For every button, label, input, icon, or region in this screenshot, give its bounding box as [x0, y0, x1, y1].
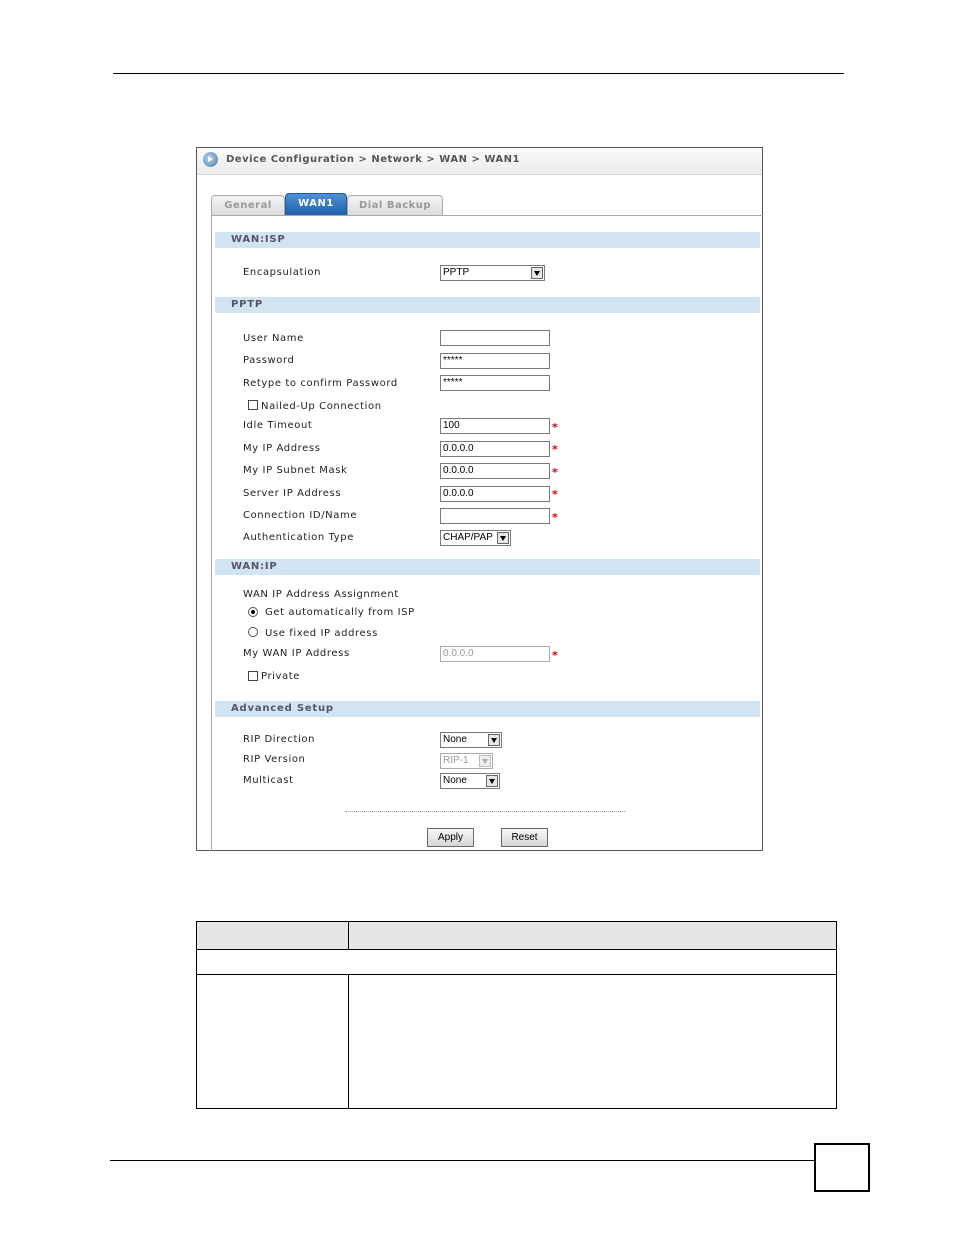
multicast-label: Multicast [243, 775, 294, 786]
rip-version-value: RIP-1 [443, 755, 469, 766]
rip-direction-label: RIP Direction [243, 734, 316, 745]
chevron-down-icon [497, 532, 509, 544]
encapsulation-select[interactable] [440, 265, 545, 281]
encapsulation-value: PPTP [443, 267, 470, 278]
my-wan-ip-label: My WAN IP Address [243, 648, 350, 659]
my-ip-input[interactable]: 0.0.0.0 [440, 441, 550, 457]
breadcrumb-bar [197, 148, 762, 175]
content-border [211, 215, 212, 851]
nailed-up-label: Nailed-Up Connection [261, 401, 382, 412]
multicast-select[interactable] [440, 773, 500, 789]
required-asterisk: * [552, 421, 558, 434]
auth-type-label: Authentication Type [243, 532, 354, 543]
breadcrumb: Device Configuration > Network > WAN > WAN1 [226, 154, 520, 165]
tab-divider [211, 215, 763, 216]
user-name-input[interactable] [440, 330, 550, 346]
auto-ip-radio[interactable] [248, 607, 258, 617]
rip-version-select[interactable] [440, 753, 493, 769]
section-wan-ip: WAN:IP [215, 559, 760, 575]
section-advanced-setup: Advanced Setup [215, 701, 760, 717]
chevron-down-icon [531, 267, 543, 279]
connection-id-label: Connection ID/Name [243, 510, 358, 521]
auth-type-select[interactable] [440, 530, 511, 546]
fixed-ip-label: Use fixed IP address [265, 628, 378, 639]
tab-wan1[interactable]: WAN1 [285, 193, 347, 215]
required-asterisk: * [552, 488, 558, 501]
encapsulation-label: Encapsulation [243, 267, 322, 278]
required-asterisk: * [552, 511, 558, 524]
idle-timeout-input[interactable]: 100 [440, 418, 550, 434]
user-name-label: User Name [243, 333, 304, 344]
private-checkbox[interactable] [248, 671, 258, 681]
table-header [197, 922, 836, 950]
table-row [197, 949, 836, 975]
chevron-down-icon [488, 734, 500, 746]
section-wan-isp: WAN:ISP [215, 232, 760, 248]
password-label: Password [243, 355, 295, 366]
apply-button[interactable]: Apply [427, 828, 474, 847]
required-asterisk: * [552, 443, 558, 456]
connection-id-input[interactable] [440, 508, 550, 524]
retype-password-label: Retype to confirm Password [243, 378, 398, 389]
chevron-down-icon [486, 775, 498, 787]
table-column-divider [348, 975, 349, 1108]
rip-direction-value: None [443, 734, 467, 745]
password-input[interactable]: ***** [440, 353, 550, 369]
config-screenshot [196, 147, 763, 851]
subnet-mask-label: My IP Subnet Mask [243, 465, 348, 476]
required-asterisk: * [552, 649, 558, 662]
description-table [196, 921, 837, 1109]
tab-general[interactable]: General [211, 195, 285, 215]
rip-version-label: RIP Version [243, 754, 306, 765]
footer-rule [110, 1160, 814, 1161]
tab-dial-backup[interactable]: Dial Backup [347, 195, 443, 215]
header-rule [113, 73, 844, 74]
server-ip-input[interactable]: 0.0.0.0 [440, 486, 550, 502]
required-asterisk: * [552, 466, 558, 479]
auth-type-value: CHAP/PAP [443, 532, 493, 543]
retype-password-input[interactable]: ***** [440, 375, 550, 391]
section-pptp: PPTP [215, 297, 760, 313]
chevron-down-icon [479, 755, 491, 767]
multicast-value: None [443, 775, 467, 786]
subnet-mask-input[interactable]: 0.0.0.0 [440, 463, 550, 479]
nailed-up-checkbox[interactable] [248, 400, 258, 410]
my-wan-ip-input[interactable]: 0.0.0.0 [440, 646, 550, 662]
auto-ip-label: Get automatically from ISP [265, 607, 415, 618]
table-column-divider [348, 922, 349, 949]
idle-timeout-label: Idle Timeout [243, 420, 313, 431]
arrow-circle-icon [203, 152, 218, 167]
my-ip-label: My IP Address [243, 443, 321, 454]
wan-ip-assignment-label: WAN IP Address Assignment [243, 589, 399, 600]
divider [345, 811, 625, 812]
page-number-box [814, 1143, 870, 1192]
private-label: Private [261, 671, 301, 682]
fixed-ip-radio[interactable] [248, 627, 258, 637]
server-ip-label: Server IP Address [243, 488, 342, 499]
reset-button[interactable]: Reset [501, 828, 548, 847]
rip-direction-select[interactable] [440, 732, 502, 748]
